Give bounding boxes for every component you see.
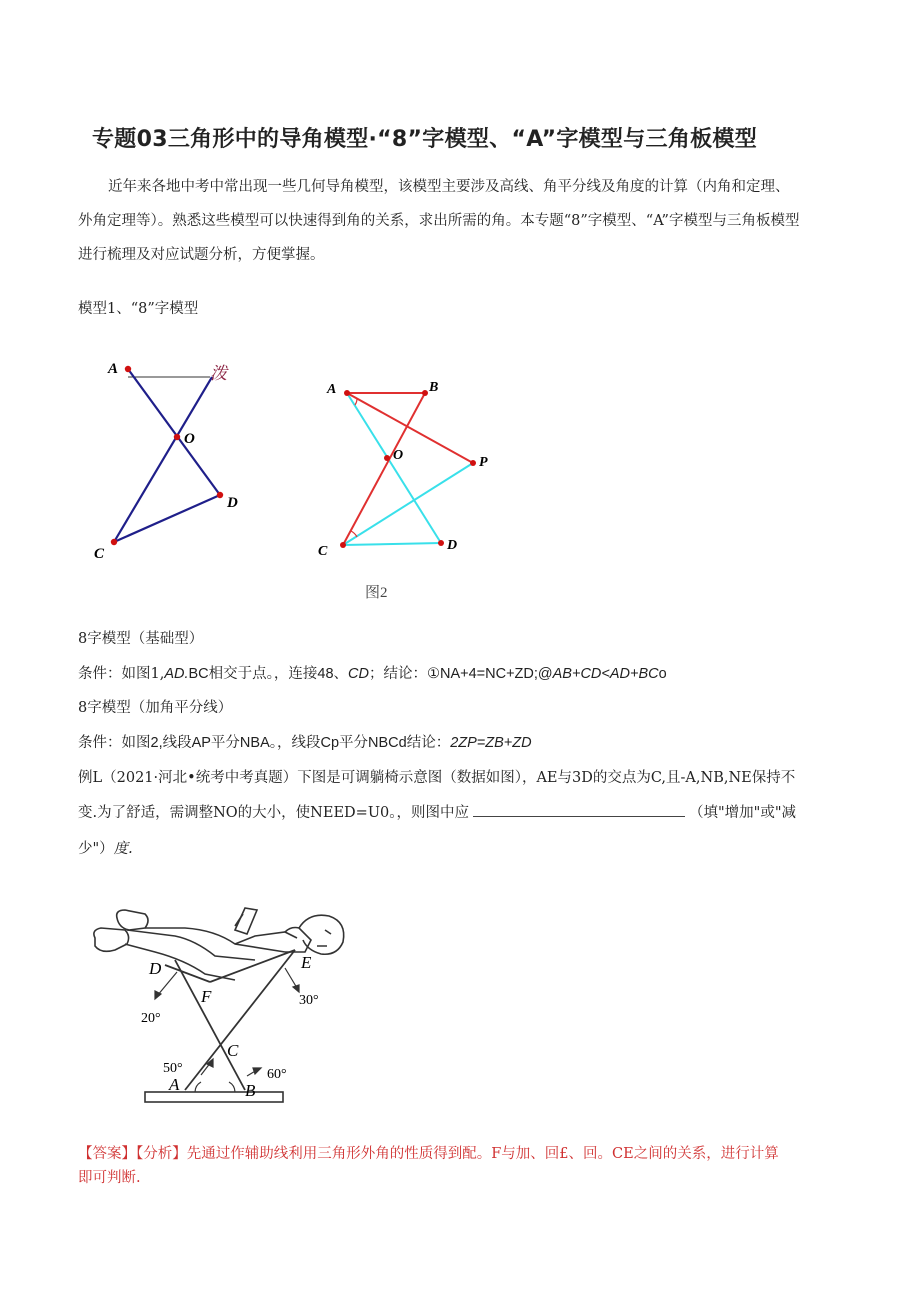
label-d: D [149,959,162,978]
label-c: C [227,1041,239,1060]
intro-line-1: 近年来各地中考中常出现一些几何导角模型，该模型主要涉及高线、角平分线及角度的计算（内角和定理、 [108,179,790,195]
example-line-3-unit: 度. [113,841,133,857]
label-c: C [318,544,328,559]
point-o [384,455,390,461]
page-title: 专题03三角形中的导角模型·“8”字模型、“A”字模型与三角板模型 [92,127,758,152]
segment-a-d [347,393,441,543]
model1-heading: 模型1、“8”字模型 [78,301,199,317]
bisector-model-heading: 8字模型（加角平分线） [78,700,233,716]
label-p: P [479,455,488,470]
point-o [174,434,180,440]
segment-a-p [347,393,473,463]
answer-line-2: 即可判断. [78,1170,141,1186]
angle-mark-b [229,1082,235,1092]
segment-d-c [343,543,441,545]
example-line-2-hint: （填"增加"或"减 [689,805,797,821]
segment-c-b [114,377,212,542]
basic-cond-middle: BC相交于点。，连接48、 [188,666,349,682]
ground-base [145,1092,283,1102]
point-a [125,366,131,372]
intro-line-2: 外角定理等）。熟悉这些模型可以快速得到角的关系，求出所需的角。本专题“8”字模型、“A”字模型与三角板模型 [78,213,800,229]
figure-1-diagram [80,345,260,570]
label-b: B [245,1081,256,1100]
basic-model-condition [78,662,667,683]
label-o: O [393,448,404,463]
label-top-right: 泼 [210,364,227,383]
bisector-cond-formula: 2ZP=ZB+ZD [450,735,532,751]
figure-3-reclining-chair [85,900,365,1115]
basic-cond-conclusion: ；结论：①NA+4=NC+ZD;@ [369,666,553,682]
example-line-2 [78,801,796,822]
example-line-1: 例L（2021·河北•统考中考真题）下图是可调躺椅示意图（数据如图），AE与3D的交点为C,且-A,NB,NE保持不 [78,770,796,786]
answer-line-1: 【答案】【分析】先通过作辅助线利用三角形外角的性质得到配。F与加、回£、回。CE之间的关系，进行计算 [78,1146,779,1162]
basic-cond-prefix: 条件：如图1, [78,666,165,682]
point-c [111,539,117,545]
basic-cond-segment-2: CD [348,666,369,682]
label-angle-50: 50° [163,1061,183,1076]
label-c: C [94,546,105,562]
figure-2-diagram [305,365,520,605]
basic-cond-segment-1: AD. [164,666,189,682]
label-angle-60: 60° [267,1067,287,1082]
angle-mark-c [351,531,357,537]
label-d: D [227,495,238,511]
example-line-2-text: 变.为了舒适，需调整NO的大小，使NEED=U0。，则图中应 [78,805,470,821]
example-line-3 [78,837,133,858]
intro-paragraph [78,170,838,272]
intro-line-3: 进行梳理及对应试题分析，方便掌握。 [78,247,325,263]
bisector-cond-text: 条件：如图2,线段AP平分NBA。，线段Cp平分NBCd结论： [78,735,451,751]
label-b: B [429,380,439,395]
point-c [340,542,346,548]
angle-mark-a [195,1082,201,1092]
label-d: D [447,538,458,553]
point-d [217,492,223,498]
figure-2-caption: 图2 [365,585,388,601]
basic-cond-end: o [658,666,667,682]
basic-model-heading: 8字模型（基础型） [78,631,204,647]
point-b [422,390,428,396]
label-angle-20: 20° [141,1011,161,1026]
segment-c-p [343,463,473,545]
label-f: F [201,987,212,1006]
label-e: E [301,953,312,972]
segment-d-c [114,495,220,542]
point-p [470,460,476,466]
segment-b-c [343,393,425,545]
basic-cond-inequality: AB+CD<AD+BC [552,666,659,682]
answer-blank[interactable] [473,804,685,817]
example-line-3-text: 少"） [78,841,114,857]
label-angle-30: 30° [299,993,319,1008]
point-a [344,390,350,396]
bisector-model-condition [78,731,532,752]
point-d [438,540,444,546]
label-o: O [184,431,195,447]
label-a: A [169,1075,180,1094]
label-a: A [108,361,119,377]
label-a: A [327,382,337,397]
